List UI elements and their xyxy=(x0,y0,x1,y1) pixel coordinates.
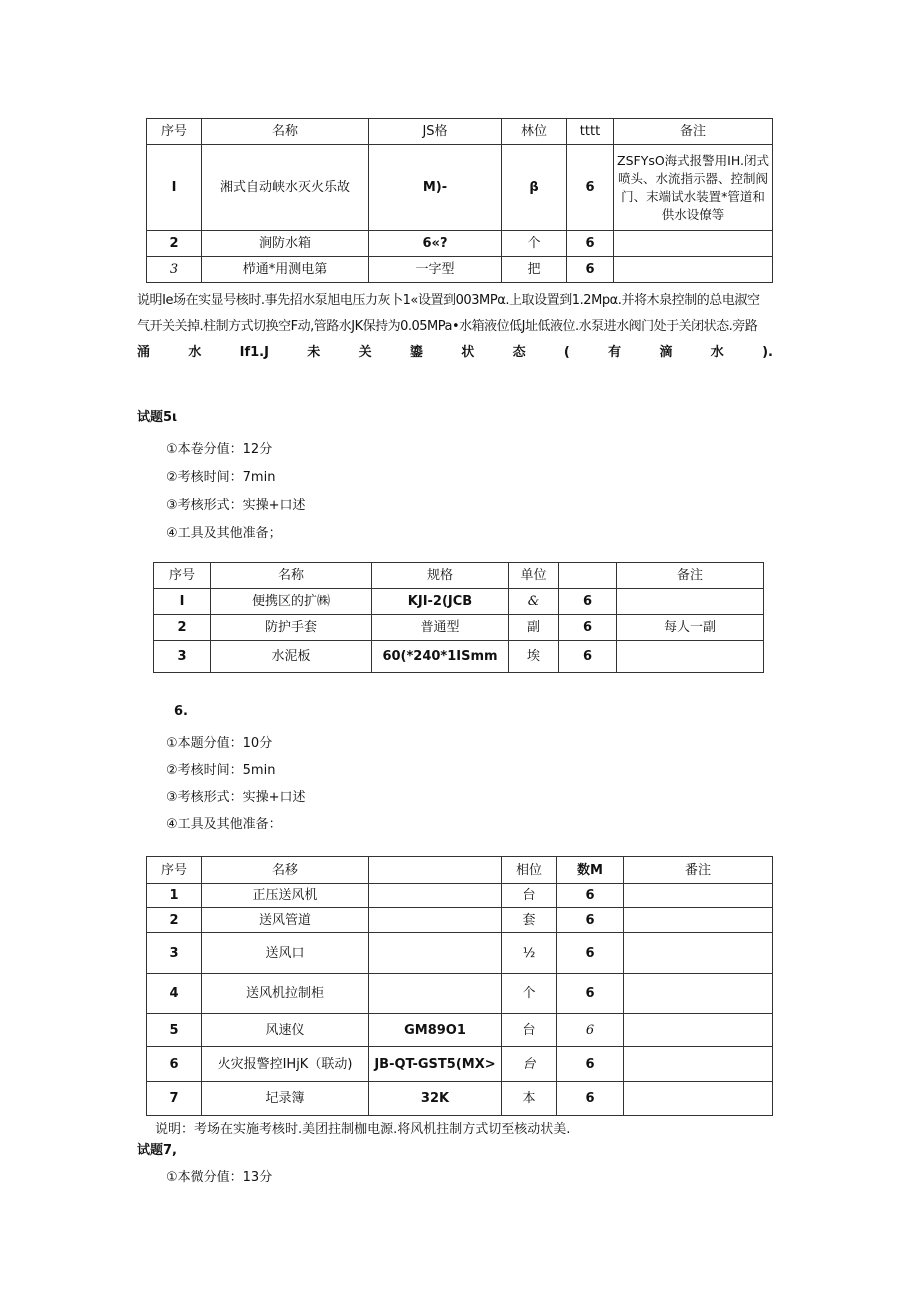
question-title: 6. xyxy=(174,704,188,719)
cell-index: 2 xyxy=(147,908,202,933)
cell-remark xyxy=(624,884,773,908)
cell-remark xyxy=(624,908,773,933)
cell-index: I xyxy=(154,589,211,615)
note-line: 气开关关掉.柱制方式切换空F动,管路水JK保持为0.05MPa•水箱液位低J址低液位.水泵进水阀门处于关闭状态.旁路 xyxy=(137,319,758,334)
cell-qty: 6 xyxy=(557,1047,624,1082)
cell-unit: 本 xyxy=(502,1082,557,1116)
cell-spec: GM89O1 xyxy=(369,1014,502,1047)
cell-remark xyxy=(614,257,773,283)
header-cell: 数M xyxy=(557,857,624,884)
cell-remark xyxy=(624,1047,773,1082)
table-header-row xyxy=(154,563,764,589)
header-cell: 单位 xyxy=(509,563,559,589)
cell-unit: β xyxy=(502,145,567,231)
equipment-table-1 xyxy=(146,118,773,283)
cell-unit: ½ xyxy=(502,933,557,974)
cell-name: 风速仪 xyxy=(202,1014,369,1047)
cell-spec: M)- xyxy=(369,145,502,231)
cell-index: I xyxy=(147,145,202,231)
cell-qty: 6 xyxy=(559,615,617,641)
cell-index: 3 xyxy=(147,257,202,283)
cell-name: 水泥板 xyxy=(211,641,372,673)
note-line: 涌水If1.J未关鎏状态(有滴水). xyxy=(137,345,773,360)
cell-remark xyxy=(614,231,773,257)
cell-qty: 6 xyxy=(567,257,614,283)
header-cell: 规格 xyxy=(372,563,509,589)
info-item: ④工具及其他准备： xyxy=(166,817,282,832)
cell-qty: 6 xyxy=(567,145,614,231)
cell-remark xyxy=(617,589,764,615)
table-row xyxy=(147,884,773,908)
cell-name: 栉通*用测电第 xyxy=(202,257,369,283)
header-cell xyxy=(559,563,617,589)
cell-qty: 6 xyxy=(559,589,617,615)
header-cell: 序号 xyxy=(147,119,202,145)
cell-index: 3 xyxy=(154,641,211,673)
table-row xyxy=(154,589,764,615)
cell-spec: KJI-2(JCB xyxy=(372,589,509,615)
cell-spec: 普通型 xyxy=(372,615,509,641)
table-row xyxy=(147,1082,773,1116)
cell-index: 6 xyxy=(147,1047,202,1082)
cell-name: 湘式自动峡水灭火乐故 xyxy=(202,145,369,231)
cell-spec: 6«? xyxy=(369,231,502,257)
cell-spec: 一字型 xyxy=(369,257,502,283)
cell-index: 5 xyxy=(147,1014,202,1047)
cell-name: 圮录簿 xyxy=(202,1082,369,1116)
header-cell: 备注 xyxy=(614,119,773,145)
cell-index: 1 xyxy=(147,884,202,908)
header-cell: 序号 xyxy=(154,563,211,589)
question-info xyxy=(166,1169,272,1187)
info-item: ③考核形式：实操+口述 xyxy=(166,790,306,805)
info-item: ①本微分值：13分 xyxy=(166,1170,273,1185)
header-cell: 林位 xyxy=(502,119,567,145)
table-row xyxy=(147,974,773,1014)
cell-unit: 套 xyxy=(502,908,557,933)
cell-remark xyxy=(624,1014,773,1047)
cell-unit: 副 xyxy=(509,615,559,641)
cell-name: 送风管道 xyxy=(202,908,369,933)
cell-unit: 台 xyxy=(502,884,557,908)
info-item: ③考核形式：实操+口述 xyxy=(166,498,306,513)
cell-spec xyxy=(369,974,502,1014)
table-row xyxy=(147,1014,773,1047)
note-line: 说明Ie场在实显号核时.事先招水泵旭电压力灰卜1«设置到003MPα.上取设置到1.2Mpα.并将木泉控制的总电淑空 xyxy=(137,293,760,308)
table-row xyxy=(147,231,773,257)
cell-unit: 个 xyxy=(502,974,557,1014)
header-cell: JS格 xyxy=(369,119,502,145)
table-row xyxy=(147,145,773,231)
cell-remark xyxy=(617,641,764,673)
table-row xyxy=(147,257,773,283)
info-item: ②考核时间：5min xyxy=(166,763,276,778)
header-cell xyxy=(369,857,502,884)
cell-qty: 6 xyxy=(567,231,614,257)
cell-index: 4 xyxy=(147,974,202,1014)
header-cell: tttt xyxy=(567,119,614,145)
header-cell: 相位 xyxy=(502,857,557,884)
info-item: ④工具及其他准备； xyxy=(166,526,282,541)
info-item: ①本卷分值：12分 xyxy=(166,442,273,457)
header-cell: 备注 xyxy=(617,563,764,589)
question-info xyxy=(166,730,306,838)
equipment-table-3 xyxy=(146,856,773,1116)
cell-qty: 6 xyxy=(559,641,617,673)
cell-qty: 6 xyxy=(557,884,624,908)
question-title: 试题7, xyxy=(137,1143,177,1158)
cell-spec: 60(*240*1ISmm xyxy=(372,641,509,673)
cell-qty: 6 xyxy=(557,974,624,1014)
header-cell: 名移 xyxy=(202,857,369,884)
cell-name: 火灾报警控IHjK（联动) xyxy=(202,1047,369,1082)
table-row xyxy=(147,1047,773,1082)
cell-spec xyxy=(369,884,502,908)
cell-remark: 每人一副 xyxy=(617,615,764,641)
info-item: ②考核时间：7min xyxy=(166,470,276,485)
header-cell: 名称 xyxy=(202,119,369,145)
table-row xyxy=(147,908,773,933)
cell-qty: 6 xyxy=(557,1014,624,1047)
cell-index: 7 xyxy=(147,1082,202,1116)
cell-qty: 6 xyxy=(557,908,624,933)
cell-name: 送风机拉制柜 xyxy=(202,974,369,1014)
cell-unit: & xyxy=(509,589,559,615)
cell-name: 便携区的扩㈱ xyxy=(211,589,372,615)
question-info xyxy=(166,436,306,548)
cell-remark xyxy=(624,1082,773,1116)
header-cell: 序号 xyxy=(147,857,202,884)
equipment-table-2 xyxy=(153,562,764,673)
cell-unit: 台 xyxy=(502,1014,557,1047)
cell-spec: JB-QT-GST5(MX> xyxy=(369,1047,502,1082)
cell-name: 涧防水箱 xyxy=(202,231,369,257)
table-row xyxy=(154,641,764,673)
cell-qty: 6 xyxy=(557,933,624,974)
cell-unit: 埃 xyxy=(509,641,559,673)
cell-name: 正压送风机 xyxy=(202,884,369,908)
cell-remark: ZSFYsO海式报警用IH.闭式喷头、水流指示器、控制阀门、末端试水装置*管道和供水设僚等 xyxy=(614,145,773,231)
cell-unit: 个 xyxy=(502,231,567,257)
cell-unit: 把 xyxy=(502,257,567,283)
header-cell: 名称 xyxy=(211,563,372,589)
info-item: ①本题分值：10分 xyxy=(166,736,273,751)
cell-qty: 6 xyxy=(557,1082,624,1116)
cell-name: 送风口 xyxy=(202,933,369,974)
table-header-row xyxy=(147,857,773,884)
cell-spec xyxy=(369,933,502,974)
question-title: 试题5ι xyxy=(137,410,178,425)
table-row xyxy=(147,933,773,974)
cell-index: 3 xyxy=(147,933,202,974)
cell-unit: 台 xyxy=(502,1047,557,1082)
table-row xyxy=(154,615,764,641)
cell-index: 2 xyxy=(154,615,211,641)
note-paragraph xyxy=(137,288,773,366)
header-cell: 番注 xyxy=(624,857,773,884)
cell-spec: 32K xyxy=(369,1082,502,1116)
note-paragraph: 说明：考场在实施考核时.美团拄制枷电源.将风机拄制方式切至核动状美. xyxy=(155,1122,571,1137)
cell-remark xyxy=(624,933,773,974)
cell-spec xyxy=(369,908,502,933)
cell-index: 2 xyxy=(147,231,202,257)
table-header-row xyxy=(147,119,773,145)
cell-name: 防护手套 xyxy=(211,615,372,641)
cell-remark xyxy=(624,974,773,1014)
